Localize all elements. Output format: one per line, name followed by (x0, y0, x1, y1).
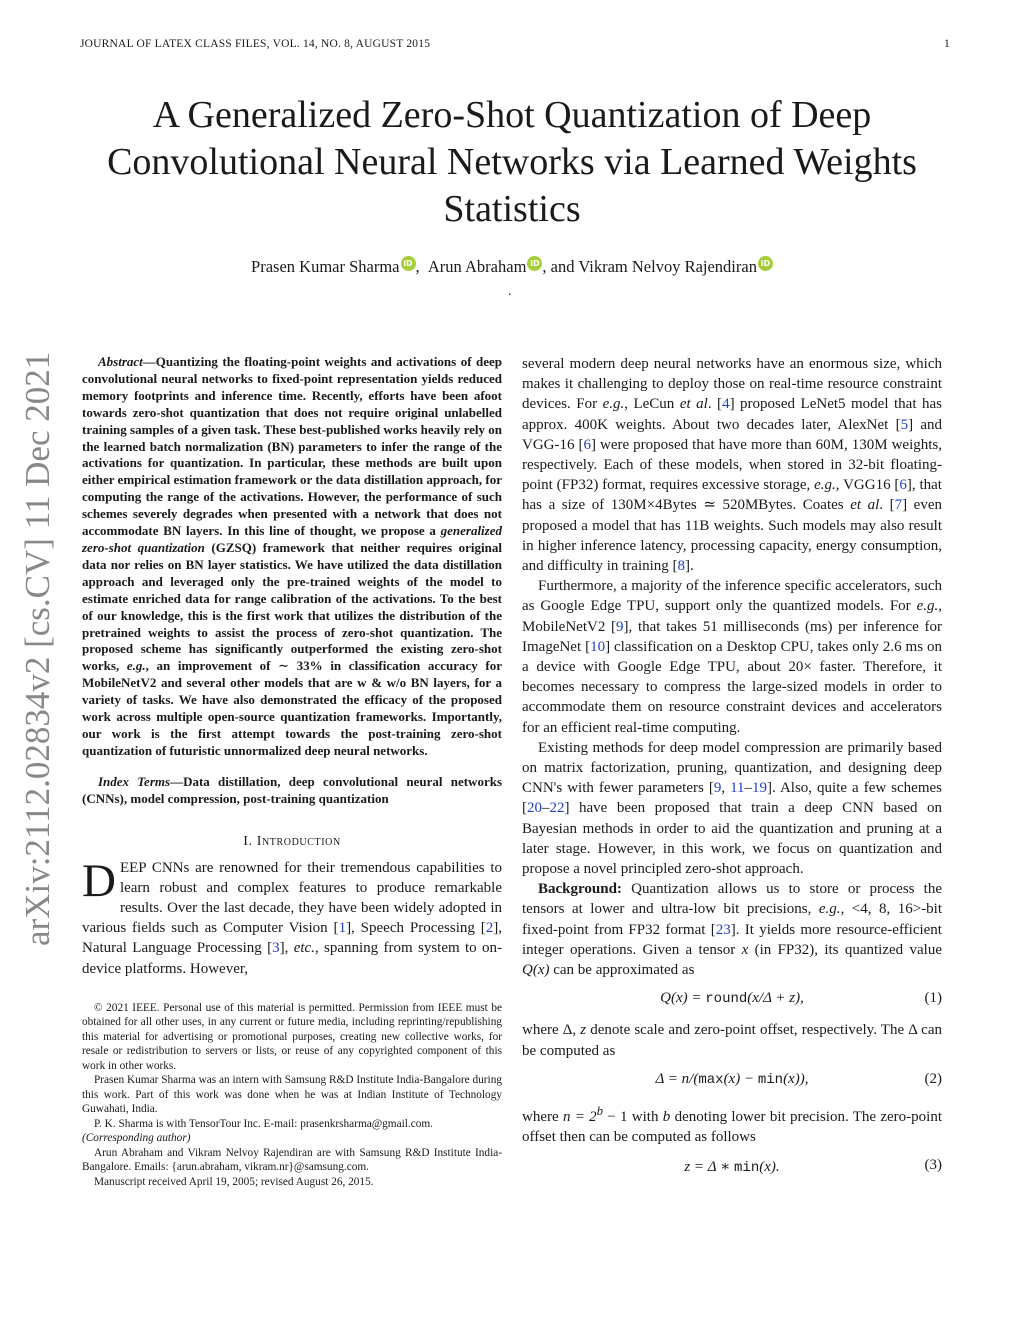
background-paragraph: Background: Quantization allows us to store or process the tensors at lower and ultra-low bit precisions, e.g., <4, 8, 16>-bit fixed-point from FP32 format [23]. It yields more resource-efficient integer operations. Given a tensor x (in FP32), its quantized value Q(x) can be approximated as (522, 881, 943, 979)
body-paragraph: Furthermore, a majority of the inference specific accelerators, such as Google Edge TPU, support only the quantized models. For e.g., MobileNetV2 [9], that takes 51 milliseconds (ms) per inference for ImageNet [10] classification on a Desktop CPU, takes only 2.6 ms on a device with Google Edge TPU, about 20× faster. Therefore, it becomes necessary to compress the large-sized models in order to accommodate them on resource constraint devices and accelerators for an efficient real-time computing. (522, 578, 942, 736)
equation-number: (2) (924, 1070, 942, 1087)
background-label: Background: (538, 881, 622, 898)
orcid-icon[interactable]: iD (527, 256, 542, 271)
citation-link[interactable]: 10 (590, 638, 606, 655)
citation-link[interactable]: 22 (549, 800, 565, 817)
section-heading: I. Introduction (243, 833, 341, 849)
citation-link[interactable]: 4 (722, 396, 730, 413)
author-1: Prasen Kumar Sharma (251, 257, 400, 276)
running-head (80, 38, 950, 50)
citation-link[interactable]: 23 (715, 921, 731, 938)
drop-cap: D (82, 854, 116, 907)
body-paragraph: several modern deep neural networks have an enormous size, which makes it challenging to deploy those on real-time resource constraint devices. For e.g., LeCun et al. [4] proposed LeNet5 model that has approx. 400K weights. About two decades later, AlexNet [5] and VGG-16 [6] were proposed that have more than 60M, 130M weights, respectively. Each of these models, when stored in 32-bit floating-point (FP32) format, requires excessive storage, e.g., VGG16 [6], that has a size of 130M×4Bytes ≃ 520MBytes. Coates et al. [7] even proposed a model that has 11B weights. Such models may also result in higher inference latency, processing capacity, energy consumption, and difficulty in training [8]. (522, 356, 942, 575)
citation-link[interactable]: 6 (899, 477, 907, 494)
abstract-label: Abstract (98, 354, 143, 369)
equation-3: z = Δ ∗ min(x). (3) (684, 1157, 942, 1177)
citation-link[interactable]: 11 (730, 780, 745, 797)
citation-link[interactable]: 8 (677, 558, 686, 575)
footnote: Arun Abraham and Vikram Nelvoy Rajendiran are with Samsung R&D Institute India- Bangalore. Emails: {arun.abraham, vikram.nr}@samsung.com. (82, 1146, 502, 1174)
author-3: Vikram Nelvoy Rajendiran (578, 257, 757, 276)
right-column (522, 354, 942, 1187)
journal-name: JOURNAL OF LATEX CLASS FILES, VOL. 14, NO. 8, AUGUST 2015 (80, 38, 431, 50)
author-line: Prasen Kumar Sharma iD , Arun Abraham iD , and Vikram Nelvoy Rajendiran iD (100, 256, 924, 277)
citation-link[interactable]: 1 (338, 920, 347, 937)
citation-link[interactable]: 7 (894, 497, 903, 514)
footnotes (82, 1001, 502, 1190)
citation-link[interactable]: 3 (272, 940, 280, 957)
body-paragraph: where $n = 2^b - 1$ with b denoting lower bit precision. The zero-point offset then can be computed as follows (522, 1103, 942, 1145)
citation-link[interactable]: 19 (752, 780, 768, 797)
author-dot: . (508, 284, 512, 299)
author-2: Arun Abraham (427, 257, 527, 276)
citation-link[interactable]: 2 (485, 920, 494, 937)
orcid-icon[interactable]: iD (401, 256, 416, 271)
index-terms-label: Index Terms (98, 773, 171, 789)
citation-link[interactable]: 20 (527, 800, 542, 817)
citation-link[interactable]: 5 (900, 416, 909, 433)
intro-paragraph: DEEP CNNs are renowned for their tremendous capabilities to learn robust and complex features to produce remarkable results. Over the last decade, they have been widely adopted in various fields such as Computer Vision [1], Speech Processing [2], Natural Language Processing [3], etc., spanning from system to on-device platforms. However, (82, 854, 503, 977)
abstract: Abstract—Quantizing the floating-point weights and activations of deep convolutional neural networks to fixed-point representation yields reduced memory footprints and inference time. Recently, efforts have been afoot towards zero-shot quantization that does not require original unlabelled training samples of a given task. These best-published works heavily rely on the learned batch normalization (BN) parameters to infer the range of the activations for quantization. In particular, these methods are built upon either empirical estimation framework or the data distillation approach, for computing the range of the activations. However, the performance of such schemes severely degrades when presented with a network that does not accommodate BN layers. In this line of thought, we propose a generalized zero-shot quantization (GZSQ) framework that neither requires original data nor relies on BN layer statistics. We have utilized the data distillation approach and leveraged only the pre-trained weights of the model to estimate enriched data for range calibration of the activations. To the best of our knowledge, this is the first work that utilizes the distribution of the pretrained weights to assist the process of zero-shot quantization. The proposed scheme has significantly outperformed the existing zero-shot works, e.g., an improvement of ∼ 33% in classification accuracy for MobileNetV2 and several other models that are w & w/o BN layers, for a variety of tasks. We have also demonstrated the efficacy of the proposed work across multiple open-source quantization frameworks. Importantly, our work is the first attempt towards the post-training zero-shot quantization of futuristic unnormalized deep neural networks. (82, 354, 502, 758)
index-terms: Index Terms—Data distillation, deep convolutional neural networks (CNNs), model compression, post-training quantization (82, 773, 503, 806)
equation-1: Q(x) = round(x/Δ + z), (1) (660, 990, 942, 1008)
paper-title: A Generalized Zero-Shot Quantization of Deep Convolutional Neural Networks via Learned Weights Statistics (107, 94, 917, 230)
copyright-note: © 2021 IEEE. Personal use of this material is permitted. Permission from IEEE must be obtained for all other uses, in any current or future media, including reprinting/republishing this material for advertising or promotional purposes, creating new collective works, for resale or redistribution to servers or lists, or reuse of any copyrighted component of this work in other works. (82, 1001, 502, 1072)
equation-number: (3) (924, 1157, 942, 1174)
equation-2: Δ = n/(max(x) − min(x)), (2) (655, 1070, 942, 1088)
citation-link[interactable]: 9 (713, 780, 722, 797)
footnote: Manuscript received April 19, 2005; revised August 26, 2015. (94, 1175, 374, 1188)
footnote: P. K. Sharma is with TensorTour Inc. E-mail: prasenkrsharma@gmail.com. (Corresponding author) (82, 1117, 433, 1145)
orcid-icon[interactable]: iD (758, 256, 773, 271)
equation-number: (1) (924, 990, 942, 1007)
footnote: Prasen Kumar Sharma was an intern with Samsung R&D Institute India-Bangalore during this work. Part of this work was done when he was at Indian Institute of Technology Guwahati, India. (82, 1074, 502, 1116)
body-paragraph: where Δ, z denote scale and zero-point offset, respectively. The Δ can be computed as (522, 1022, 942, 1059)
citation-link[interactable]: 9 (616, 618, 624, 635)
arxiv-stamp[interactable]: arXiv:2112.02834v2 [cs.CV] 11 Dec 2021 (18, 351, 57, 946)
citation-link[interactable]: 6 (583, 436, 591, 453)
page-number: 1 (944, 38, 950, 50)
left-column (82, 354, 502, 1189)
body-paragraph: Existing methods for deep model compression are primarily based on matrix factorization, pruning, quantization, and designing deep CNN's with fewer parameters [9, 11–19]. Also, quite a few schemes [20–22] have been proposed that train a deep CNN based on Bayesian methods in order to aid the quantization and pruning at a later stage. However, in this work, we focus on quantization and propose a novel principled zero-shot approach. (522, 739, 942, 878)
